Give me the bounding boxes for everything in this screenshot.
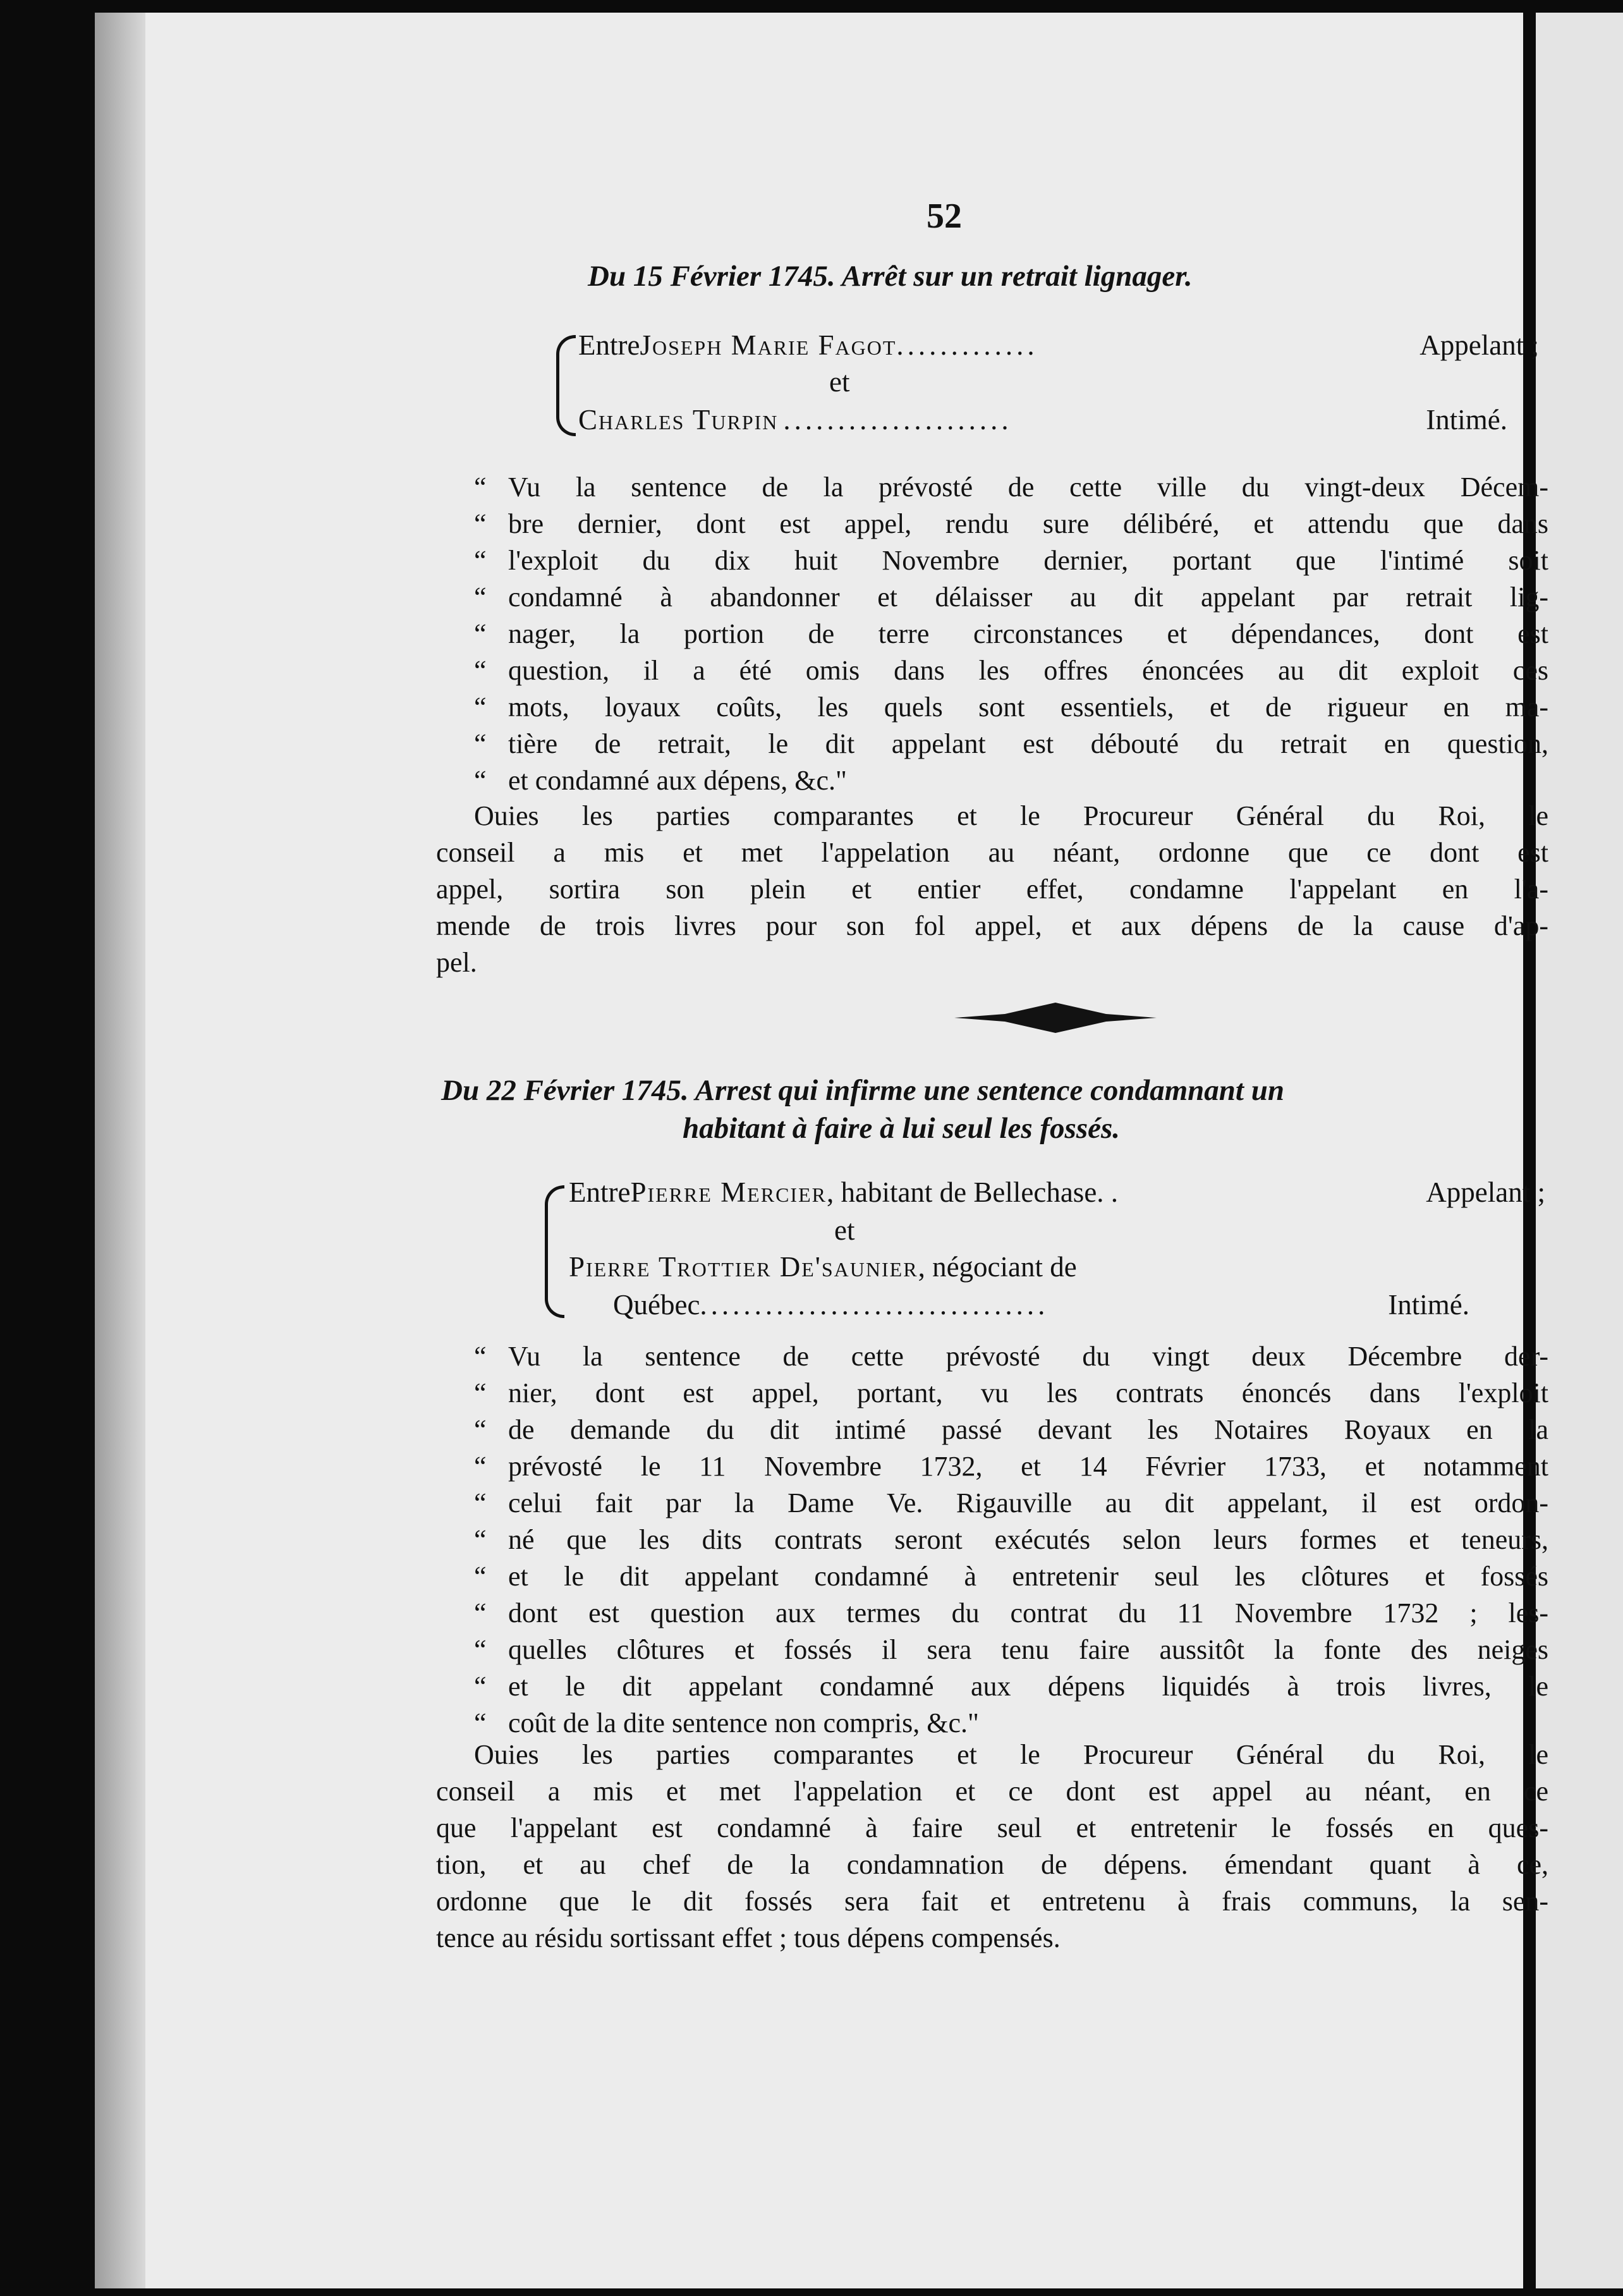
entry2-respondent-name: Pierre Trottier De'saunier: [569, 1251, 918, 1283]
page-number: 52: [927, 197, 962, 236]
entry1-ruling-line: pel.: [436, 947, 477, 978]
entry1-ruling-line: appel, sortira son plein et entier effet, condamne l'appelant en l'a-: [436, 874, 1548, 905]
entry1-ruling: [436, 800, 1548, 983]
section-divider-ornament: [954, 999, 1157, 1037]
entry2-respondent-dots: ................................: [700, 1289, 1049, 1321]
entry2-heading-line2: habitant à faire à lui seul les fossés.: [683, 1112, 1121, 1145]
entry2-sentence-line: quelles clôtures et fossés il sera tenu faire aussitôt la fonte des neiges: [508, 1634, 1548, 1665]
entry1-conjunction: et: [829, 366, 850, 398]
entry1-appellant-line: [578, 329, 1539, 362]
entry2-ruling-line: tion, et au chef de la condamnation de dépens. émendant quant à ce,: [436, 1849, 1548, 1880]
entry2-sentence-line: coût de la dite sentence non compris, &c.": [508, 1707, 979, 1738]
entry2-respondent-city: Québec: [613, 1289, 700, 1321]
entry1-sentence-line: question, il a été omis dans les offres énoncées au dit exploit ces: [508, 655, 1548, 686]
entry1-sentence-line: tière de retrait, le dit appelant est débouté du retrait en question,: [508, 728, 1548, 759]
entry1-respondent-dots: .....................: [783, 404, 1012, 436]
entry1-sentence-line: l'exploit du dix huit Novembre dernier, portant que l'intimé soit: [508, 545, 1548, 576]
entry2-heading-line1: Du 22 Février 1745. Arrest qui infirme une sentence condamnant un: [441, 1074, 1284, 1107]
entry2-ruling-line: tence au résidu sortissant effet ; tous dépens compensés.: [436, 1922, 1061, 1953]
entry1-appellant-role: Appelant ;: [1419, 329, 1539, 361]
entry2-appellant-role: Appelant ;: [1426, 1176, 1545, 1208]
entry2-ruling-line: conseil a mis et met l'appelation et ce dont est appel au néant, en ce: [436, 1776, 1548, 1807]
entry2-sentence-line: né que les dits contrats seront exécutés selon leurs formes et teneurs,: [508, 1524, 1548, 1555]
entry2-appellant-suffix: , habitant de Bellechase. .: [826, 1176, 1119, 1208]
entry2-parties-bracket: [545, 1185, 564, 1318]
entry2-ruling-line: que l'appelant est condamné à faire seul et entretenir le fossés en ques-: [436, 1812, 1548, 1843]
entry2-appellant-name: Pierre Mercier: [630, 1176, 827, 1208]
entry2-respondent-role: Intimé.: [1388, 1289, 1469, 1321]
entry1-appellant-name: Joseph Marie Fagot: [640, 329, 897, 361]
book-page: [95, 13, 1548, 2288]
entry1-sentence-line: condamné à abandonner et délaisser au dit appelant par retrait lig-: [508, 582, 1548, 613]
entry1-respondent-line: [578, 403, 1507, 436]
entry1-sentence: “ Vu la sentence de la prévosté de cette ville du vingt-deux Décem- “ bre dernier, dont est appel, rendu sure délibéré, et attendu que dans “ l'exploit du dix huit Novembre dernier, portant que l'intimé soit “ condamné à abandonner et délaisser au dit appelant par retrait lig- “ nager, la portion de terre circonstances et dépendances, dont est “ question, il a été omis dans les offres énoncées au dit exploit ces “ mots, loyaux coûts, les quels sont essentiels, et de rigueur en ma- “ tière de retrait, le dit appelant est débouté du retrait en question, “ et condamné aux dépens, &c.": [474, 472, 1548, 796]
entry2-sentence-line: et le dit appelant condamné aux dépens liquidés à trois livres, le: [508, 1671, 1548, 1702]
entry1-sentence-line: nager, la portion de terre circonstances et dépendances, dont est: [508, 618, 1548, 649]
entry2-sentence-line: Vu la sentence de cette prévosté du vingt deux Décembre der-: [508, 1341, 1548, 1372]
entry2-appellant-line: [569, 1176, 1545, 1209]
entry1-respondent-role: Intimé.: [1426, 404, 1507, 436]
entry1-appellant-dots: .............: [896, 329, 1038, 361]
entry1-respondent-name: Charles Turpin: [578, 404, 779, 436]
entry2-sentence-line: prévosté le 11 Novembre 1732, et 14 Février 1733, et notamment: [508, 1451, 1548, 1482]
entry2-appellant-prefix: Entre: [569, 1176, 631, 1208]
entry2-ruling: [436, 1738, 1548, 1958]
entry2-ruling-line: Ouies les parties comparantes et le Procureur Général du Roi, le: [474, 1739, 1548, 1770]
entry1-parties-bracket: [556, 335, 576, 436]
entry2-conjunction: et: [834, 1214, 855, 1246]
entry1-appellant-prefix: Entre: [578, 329, 640, 361]
page-gutter: [95, 13, 145, 2288]
entry2-respondent-line2: [613, 1288, 1469, 1321]
entry2-sentence-line: de demande du dit intimé passé devant les Notaires Royaux en la: [508, 1414, 1548, 1445]
entry2-sentence-line: dont est question aux termes du contrat du 11 Novembre 1732 ; les-: [508, 1597, 1548, 1628]
entry1-ruling-line: Ouies les parties comparantes et le Procureur Général du Roi, le: [474, 800, 1548, 831]
entry1-sentence-line: bre dernier, dont est appel, rendu sure délibéré, et attendu que dans: [508, 508, 1548, 539]
entry1-ruling-line: conseil a mis et met l'appelation au néant, ordonne que ce dont est: [436, 837, 1548, 868]
entry2-sentence: “ Vu la sentence de cette prévosté du vingt deux Décembre der- “ nier, dont est appel, portant, vu les contrats énoncés dans l'exploit “ de demande du dit intimé passé devant les Notaires Royaux en la “ prévosté le 11 Novembre 1732, et 14 Février 1733, et notamment “ celui fait par la Dame Ve. Rigauville au dit appelant, il est ordon- “ né que les dits contrats seront exécutés selon leurs formes et teneurs, “ et le dit appelant condamné à entretenir seul les clôtures et fossés “ dont est question aux termes du contrat du 11 Novembre 1732 ; les- “ quelles clôtures et fossés il sera tenu faire aussitôt la fonte des neiges “ et le dit appelant condamné aux dépens liquidés à trois livres, le “ coût de la dite sentence non compris, &c.": [474, 1341, 1548, 1738]
entry2-ruling-line: ordonne que le dit fossés sera fait et entretenu à frais communs, la sen-: [436, 1886, 1548, 1917]
entry2-respondent-line: [569, 1250, 1077, 1283]
entry2-respondent-suffix: , négociant de: [918, 1251, 1077, 1283]
entry2-sentence-line: celui fait par la Dame Ve. Rigauville au dit appelant, il est ordon-: [508, 1487, 1548, 1518]
facing-page-edge: [1536, 13, 1623, 2288]
entry2-sentence-line: et le dit appelant condamné à entretenir seul les clôtures et fossés: [508, 1561, 1548, 1592]
entry1-sentence-line: et condamné aux dépens, &c.": [508, 765, 847, 796]
entry1-sentence-line: Vu la sentence de la prévosté de cette ville du vingt-deux Décem-: [508, 472, 1548, 503]
entry2-sentence-line: nier, dont est appel, portant, vu les contrats énoncés dans l'exploit: [508, 1377, 1548, 1408]
entry1-ruling-line: mende de trois livres pour son fol appel, et aux dépens de la cause d'ap-: [436, 910, 1548, 941]
entry1-sentence-line: mots, loyaux coûts, les quels sont essentiels, et de rigueur en ma-: [508, 692, 1548, 723]
entry1-heading: Du 15 Février 1745. Arrêt sur un retrait lignager.: [588, 260, 1193, 293]
